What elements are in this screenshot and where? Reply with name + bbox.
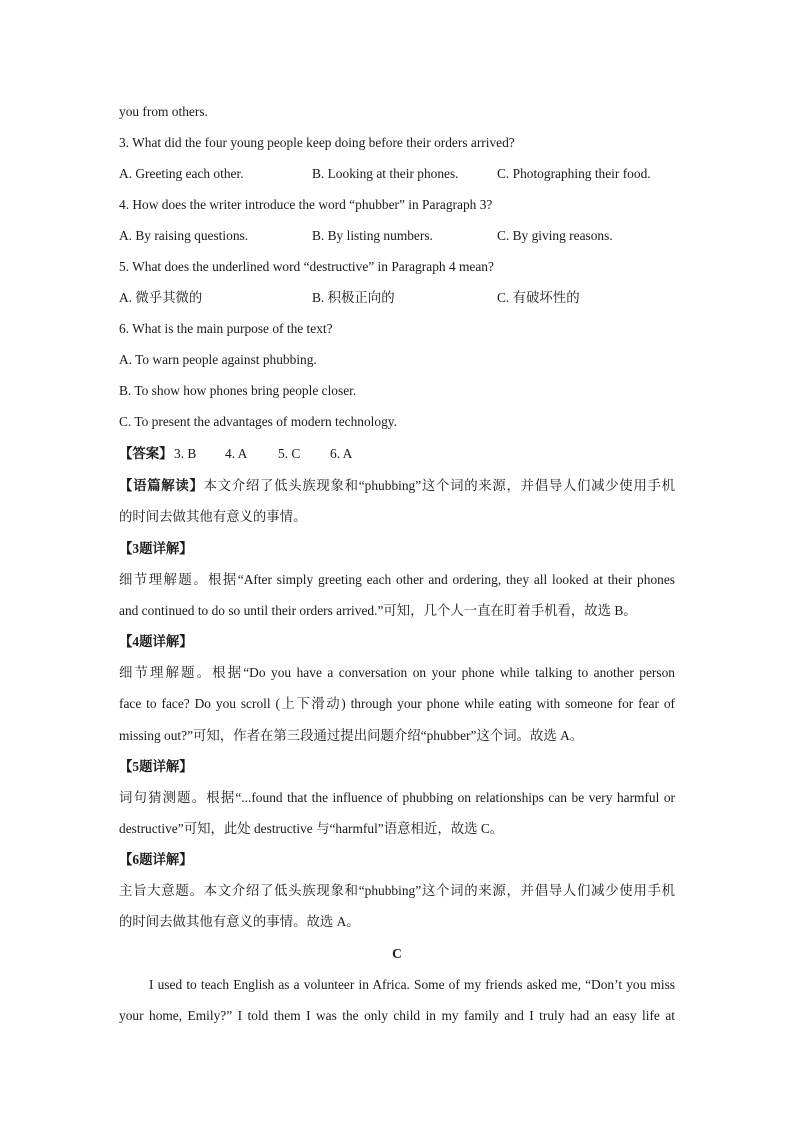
explanation-4-line-1: 细节理解题。根据“Do you have a conversation on your phone while talking to another person (119, 665, 675, 680)
explanation-6-heading: 【6题详解】 (119, 852, 193, 867)
section-c-line-1: I used to teach English as a volunteer in Africa. Some of my friends asked me, “Don’t you miss (149, 977, 675, 992)
explanation-6-line-2: 的时间去做其他有意义的事情。故选 A。 (119, 914, 360, 929)
explanation-5-heading: 【5题详解】 (119, 759, 193, 774)
q6-option-a: A. To warn people against phubbing. (119, 352, 317, 367)
q3-option-b: B. Looking at their phones. (312, 166, 459, 181)
q5-option-a: A. 微乎其微的 (119, 290, 203, 305)
passage-reading-label: 【语篇解读】 (119, 478, 204, 493)
answer-3: 3. B (174, 446, 197, 461)
explanation-5-line-2: destructive”可知，此处 destructive 与“harmful”语意相近，故选 C。 (119, 821, 504, 836)
question-5-stem: 5. What does the underlined word “destructive” in Paragraph 4 mean? (119, 259, 494, 274)
q4-option-a: A. By raising questions. (119, 228, 249, 243)
explanation-5-line-1: 词句猜测题。根据“...found that the influence of phubbing on relationships can be very harmful or (119, 790, 675, 805)
section-c-line-2: your home, Emily?” I told them I was the only child in my family and I truly had an easy life at (119, 1008, 675, 1023)
explanation-4-line-2: face to face? Do you scroll (上下滑动) through your phone while eating with someone for fear of (119, 696, 675, 711)
explanation-6-line-1: 主旨大意题。本文介绍了低头族现象和“phubbing”这个词的来源，并倡导人们减少使用手机 (119, 883, 675, 898)
answer-label: 【答案】 (119, 446, 173, 461)
q4-option-b: B. By listing numbers. (312, 228, 433, 243)
q6-option-c: C. To present the advantages of modern technology. (119, 414, 397, 429)
answer-6: 6. A (330, 446, 353, 461)
passage-reading-line-1: 【语篇解读】本文介绍了低头族现象和“phubbing”这个词的来源，并倡导人们减少使用手机 (119, 478, 675, 493)
question-3-stem: 3. What did the four young people keep doing before their orders arrived? (119, 135, 515, 150)
section-c-title: C (392, 946, 402, 961)
question-6-stem: 6. What is the main purpose of the text? (119, 321, 333, 336)
explanation-3-line-1: 细节理解题。根据“After simply greeting each other and ordering, they all looked at their phones (119, 572, 675, 587)
answer-5: 5. C (278, 446, 301, 461)
passage-reading-line-2: 的时间去做其他有意义的事情。 (119, 509, 307, 524)
q5-option-b: B. 积极正向的 (312, 290, 395, 305)
q3-option-c: C. Photographing their food. (497, 166, 651, 181)
q4-option-c: C. By giving reasons. (497, 228, 613, 243)
explanation-3-line-2: and continued to do so until their orders arrived.”可知，几个人一直在盯着手机看，故选 B。 (119, 603, 637, 618)
q3-option-a: A. Greeting each other. (119, 166, 244, 181)
question-4-stem: 4. How does the writer introduce the word “phubber” in Paragraph 3? (119, 197, 493, 212)
explanation-3-heading: 【3题详解】 (119, 541, 193, 556)
explanation-4-heading: 【4题详解】 (119, 634, 193, 649)
explanation-4-line-3: missing out?”可知，作者在第三段通过提出问题介绍“phubber”这个词。故选 A。 (119, 728, 584, 743)
q6-option-b: B. To show how phones bring people closer. (119, 383, 357, 398)
answer-4: 4. A (225, 446, 248, 461)
q5-option-c: C. 有破坏性的 (497, 290, 580, 305)
continued-line: you from others. (119, 104, 208, 119)
